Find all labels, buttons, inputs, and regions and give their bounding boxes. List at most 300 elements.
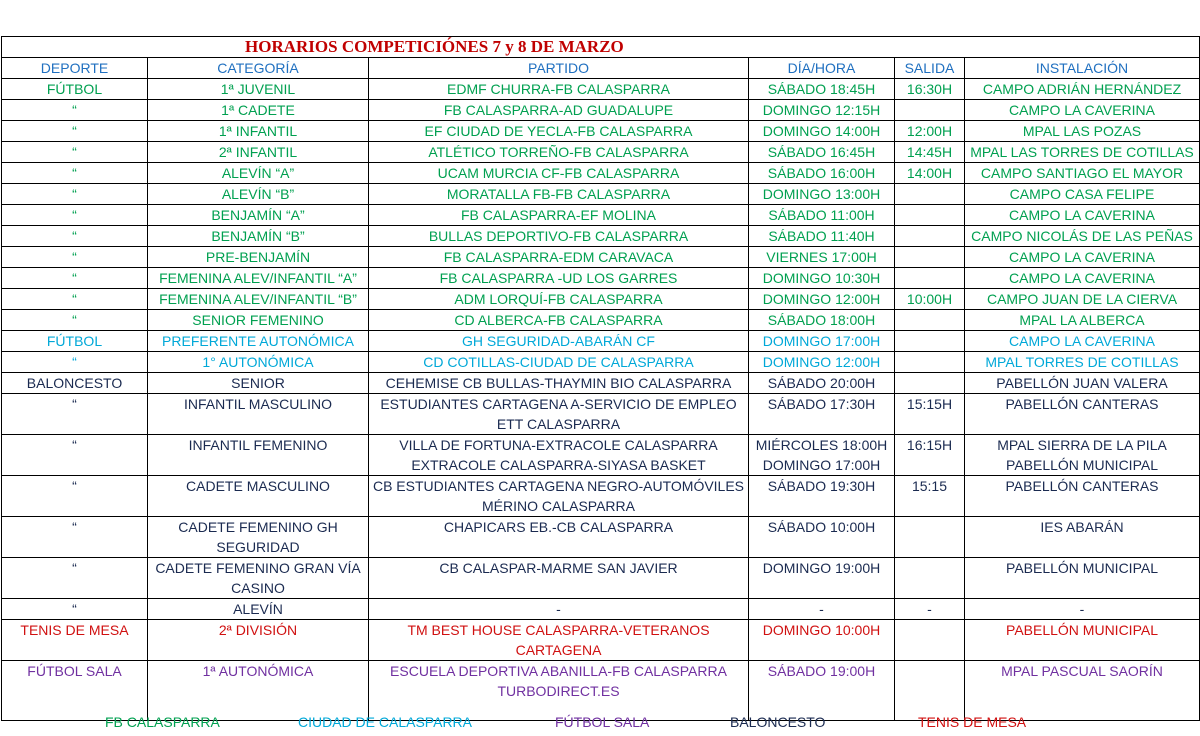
partido-cell [369, 268, 749, 289]
dia-hora-cell [749, 620, 895, 661]
table-row [2, 517, 1200, 558]
cell-line: CAMPO LA CAVERINA [1009, 207, 1156, 223]
cell-line: EXTRACOLE CALASPARRA-SIYASA BASKET [411, 457, 706, 473]
salida-cell [895, 100, 965, 121]
categoria-cell [148, 184, 369, 205]
deporte-cell [2, 352, 148, 373]
legend-baloncesto: BALONCESTO [730, 714, 826, 730]
deporte-cell [2, 163, 148, 184]
cell-line: ATLÉTICO TORREÑO-FB CALASPARRA [428, 144, 689, 160]
cell-line: DOMINGO 10:00H [762, 622, 881, 638]
dia-hora-cell [749, 331, 895, 352]
partido-cell [369, 289, 749, 310]
partido-cell [369, 79, 749, 100]
deporte-cell [2, 79, 148, 100]
cell-line: MPAL PASCUAL SAORÍN [1001, 663, 1163, 679]
partido-cell [369, 558, 749, 599]
salida-cell [895, 268, 965, 289]
legend-fb-calasparra: FB CALASPARRA [105, 714, 220, 730]
cell-line: FB CALASPARRA-EF MOLINA [460, 207, 656, 223]
instalacion-cell [965, 599, 1200, 620]
cell-line: BALONCESTO [26, 375, 123, 391]
instalacion-cell [965, 226, 1200, 247]
cell-line: SÁBADO 11:40H [768, 228, 875, 244]
instalacion-cell [965, 394, 1200, 435]
salida-cell [895, 226, 965, 247]
cell-line: DOMINGO 17:00H [762, 333, 881, 349]
cell-line: 12:00H [906, 123, 953, 139]
cell-line: PRE-BENJAMÍN [205, 249, 311, 265]
categoria-cell [148, 476, 369, 517]
instalacion-cell [965, 79, 1200, 100]
cell-line: DOMINGO 12:15H [762, 102, 881, 118]
partido-cell [369, 205, 749, 226]
cell-line: DOMINGO 12:00H [762, 354, 881, 370]
cell-line: MÉRINO CALASPARRA [482, 498, 635, 514]
cell-line: ADM LORQUÍ-FB CALASPARRA [454, 291, 663, 307]
deporte-cell [2, 517, 148, 558]
cell-line: “ [72, 478, 77, 494]
salida-cell [895, 331, 965, 352]
cell-line: TURBODIRECT.ES [497, 683, 620, 699]
cell-line: “ [72, 207, 77, 223]
dia-hora-cell [749, 352, 895, 373]
partido-cell [369, 184, 749, 205]
cell-line: SÁBADO 17:30H [767, 396, 876, 412]
cell-line: “ [72, 601, 77, 617]
header-deporte: DEPORTE [2, 58, 148, 79]
cell-line: PREFERENTE AUTONÓMICA [162, 333, 354, 349]
cell-line: ESCUELA DEPORTIVA ABANILLA-FB CALASPARRA [390, 663, 727, 679]
salida-cell [895, 599, 965, 620]
color-legend [0, 712, 1200, 734]
dia-hora-cell [749, 184, 895, 205]
salida-cell [895, 558, 965, 599]
cell-line: CB CALASPAR-MARME SAN JAVIER [439, 560, 678, 576]
cell-line: CHAPICARS EB.-CB CALASPARRA [443, 519, 674, 535]
deporte-cell [2, 476, 148, 517]
cell-line: SÁBADO 18:00H [767, 312, 876, 328]
deporte-cell [2, 620, 148, 661]
cell-line: INFANTIL FEMENINO [188, 437, 328, 453]
cell-line: ETT CALASPARRA [496, 416, 621, 432]
cell-line: PABELLÓN CANTERAS [1005, 478, 1159, 494]
table-row [2, 79, 1200, 100]
cell-line: CAMPO LA CAVERINA [1009, 102, 1156, 118]
table-row [2, 163, 1200, 184]
title-row [2, 37, 1200, 58]
cell-line: MORATALLA FB-FB CALASPARRA [446, 186, 671, 202]
table-row [2, 121, 1200, 142]
deporte-cell [2, 310, 148, 331]
cell-line: 15:15 [911, 478, 948, 494]
cell-line: - [556, 601, 561, 617]
cell-line: VIERNES 17:00H [766, 249, 877, 265]
dia-hora-cell [749, 226, 895, 247]
categoria-cell [148, 352, 369, 373]
partido-cell [369, 100, 749, 121]
instalacion-cell [965, 620, 1200, 661]
instalacion-cell [965, 331, 1200, 352]
partido-cell [369, 247, 749, 268]
cell-line: “ [72, 102, 77, 118]
salida-cell [895, 79, 965, 100]
cell-line: CB ESTUDIANTES CARTAGENA NEGRO-AUTOMÓVILES [372, 478, 745, 494]
deporte-cell [2, 205, 148, 226]
salida-cell [895, 289, 965, 310]
cell-line: ALEVÍN [233, 601, 283, 617]
dia-hora-cell [749, 394, 895, 435]
cell-line: 15:15H [906, 396, 953, 412]
cell-line: 1ª AUTONÓMICA [202, 663, 314, 679]
categoria-cell [148, 142, 369, 163]
partido-cell [369, 476, 749, 517]
cell-line: CAMPO SANTIAGO EL MAYOR [980, 165, 1184, 181]
cell-line: - [927, 601, 932, 617]
table-row [2, 620, 1200, 661]
cell-line: UCAM MURCIA CF-FB CALASPARRA [437, 165, 680, 181]
cell-line: PABELLÓN MUNICIPAL [1006, 457, 1158, 473]
cell-line: PABELLÓN CANTERAS [1005, 396, 1159, 412]
cell-line: 16:30H [906, 81, 953, 97]
cell-line: DOMINGO 14:00H [762, 123, 881, 139]
deporte-cell [2, 247, 148, 268]
instalacion-cell [965, 517, 1200, 558]
cell-line: DOMINGO 19:00H [762, 560, 881, 576]
deporte-cell [2, 268, 148, 289]
cell-line: CARTAGENA [515, 642, 602, 658]
instalacion-cell [965, 205, 1200, 226]
categoria-cell [148, 163, 369, 184]
partido-cell [369, 226, 749, 247]
dia-hora-cell [749, 310, 895, 331]
cell-line: MPAL LAS POZAS [1022, 123, 1142, 139]
cell-line: IES ABARÁN [1040, 519, 1124, 535]
table-row [2, 331, 1200, 352]
cell-line: 14:45H [906, 144, 953, 160]
cell-line: SÁBADO 20:00H [767, 375, 876, 391]
dia-hora-cell [749, 435, 895, 476]
dia-hora-cell [749, 373, 895, 394]
cell-line: FÚTBOL [46, 81, 103, 97]
legend-tenis-de-mesa: TENIS DE MESA [918, 714, 1027, 730]
salida-cell [895, 373, 965, 394]
salida-cell [895, 394, 965, 435]
cell-line: DOMINGO 17:00H [762, 457, 881, 473]
schedule-title: HORARIOS COMPETICIÓNES 7 y 8 DE MARZO [2, 37, 1200, 58]
cell-line: CAMPO LA CAVERINA [1009, 333, 1156, 349]
deporte-cell [2, 142, 148, 163]
cell-line: PABELLÓN JUAN VALERA [996, 375, 1168, 391]
cell-line: PABELLÓN MUNICIPAL [1006, 622, 1158, 638]
instalacion-cell [965, 184, 1200, 205]
cell-line: CAMPO CASA FELIPE [1009, 186, 1155, 202]
cell-line: CD ALBERCA-FB CALASPARRA [454, 312, 663, 328]
instalacion-cell [965, 352, 1200, 373]
cell-line: GH SEGURIDAD-ABARÁN CF [462, 333, 655, 349]
salida-cell [895, 476, 965, 517]
cell-line: CAMPO LA CAVERINA [1009, 270, 1156, 286]
cell-line: DOMINGO 10:30H [762, 270, 881, 286]
partido-cell [369, 517, 749, 558]
table-row [2, 247, 1200, 268]
partido-cell [369, 142, 749, 163]
deporte-cell [2, 558, 148, 599]
cell-line: - [1079, 601, 1085, 617]
cell-line: MIÉRCOLES 18:00H [755, 437, 888, 453]
partido-cell [369, 620, 749, 661]
schedule-table [1, 36, 1200, 721]
cell-line: “ [72, 165, 77, 181]
cell-line: ALEVÍN “A” [221, 165, 295, 181]
cell-line: 14:00H [906, 165, 953, 181]
cell-line: MPAL SIERRA DE LA PILA [997, 437, 1167, 453]
cell-line: FEMENINA ALEV/INFANTIL “A” [159, 270, 357, 286]
salida-cell [895, 205, 965, 226]
cell-line: CADETE MASCULINO [186, 478, 330, 494]
cell-line: FÚTBOL [46, 333, 103, 349]
deporte-cell [2, 121, 148, 142]
cell-line: SÁBADO 19:30H [767, 478, 876, 494]
cell-line: “ [72, 354, 77, 370]
cell-line: “ [72, 560, 77, 576]
salida-cell [895, 121, 965, 142]
table-row [2, 373, 1200, 394]
dia-hora-cell [749, 100, 895, 121]
dia-hora-cell [749, 268, 895, 289]
cell-line: 2ª DIVISIÓN [218, 622, 298, 638]
instalacion-cell [965, 163, 1200, 184]
table-row [2, 205, 1200, 226]
cell-line: FB CALASPARRA-AD GUADALUPE [443, 102, 674, 118]
instalacion-cell [965, 289, 1200, 310]
cell-line: “ [72, 123, 77, 139]
categoria-cell [148, 205, 369, 226]
categoria-cell [148, 121, 369, 142]
cell-line: SÁBADO 10:00H [767, 519, 876, 535]
partido-cell [369, 121, 749, 142]
cell-line: INFANTIL MASCULINO [183, 396, 333, 412]
deporte-cell [2, 373, 148, 394]
cell-line: ESTUDIANTES CARTAGENA A-SERVICIO DE EMPLEO [380, 396, 737, 412]
deporte-cell [2, 331, 148, 352]
deporte-cell [2, 394, 148, 435]
cell-line: SEGURIDAD [216, 539, 300, 555]
cell-line: BENJAMÍN “B” [211, 228, 305, 244]
cell-line: SENIOR [231, 375, 285, 391]
table-row [2, 142, 1200, 163]
cell-line: CAMPO NICOLÁS DE LAS PEÑAS [971, 228, 1193, 244]
dia-hora-cell [749, 205, 895, 226]
cell-line: 2ª INFANTIL [218, 144, 298, 160]
cell-line: “ [72, 519, 77, 535]
cell-line: “ [72, 291, 77, 307]
dia-hora-cell [749, 517, 895, 558]
instalacion-cell [965, 558, 1200, 599]
salida-cell [895, 184, 965, 205]
table-row [2, 599, 1200, 620]
dia-hora-cell [749, 289, 895, 310]
table-row [2, 100, 1200, 121]
header-categoria: CATEGORÍA [148, 58, 369, 79]
header-dia-hora: DÍA/HORA [749, 58, 895, 79]
cell-line: BULLAS DEPORTIVO-FB CALASPARRA [428, 228, 689, 244]
dia-hora-cell [749, 476, 895, 517]
categoria-cell [148, 247, 369, 268]
deporte-cell [2, 599, 148, 620]
cell-line: SÁBADO 16:00H [767, 165, 876, 181]
cell-line: “ [72, 186, 77, 202]
salida-cell [895, 435, 965, 476]
cell-line: SÁBADO 18:45H [767, 81, 876, 97]
dia-hora-cell [749, 247, 895, 268]
dia-hora-cell [749, 599, 895, 620]
cell-line: 10:00H [906, 291, 953, 307]
instalacion-cell [965, 247, 1200, 268]
cell-line: - [819, 601, 824, 617]
salida-cell [895, 163, 965, 184]
dia-hora-cell [749, 79, 895, 100]
cell-line: “ [72, 249, 77, 265]
cell-line: FB CALASPARRA-EDM CARAVACA [443, 249, 674, 265]
cell-line: EF CIUDAD DE YECLA-FB CALASPARRA [424, 123, 693, 139]
dia-hora-cell [749, 121, 895, 142]
cell-line: 1ª CADETE [221, 102, 295, 118]
deporte-cell [2, 100, 148, 121]
categoria-cell [148, 268, 369, 289]
cell-line: SENIOR FEMENINO [192, 312, 324, 328]
categoria-cell [148, 435, 369, 476]
categoria-cell [148, 310, 369, 331]
cell-line: “ [72, 144, 77, 160]
categoria-cell [148, 289, 369, 310]
cell-line: CAMPO LA CAVERINA [1009, 249, 1156, 265]
categoria-cell [148, 373, 369, 394]
salida-cell [895, 517, 965, 558]
table-row [2, 226, 1200, 247]
categoria-cell [148, 226, 369, 247]
cell-line: MPAL TORRES DE COTILLAS [985, 354, 1179, 370]
partido-cell [369, 599, 749, 620]
header-instalacion: INSTALACIÓN [965, 58, 1200, 79]
instalacion-cell [965, 476, 1200, 517]
deporte-cell [2, 289, 148, 310]
cell-line: CAMPO ADRIÁN HERNÁNDEZ [982, 81, 1182, 97]
table-row [2, 394, 1200, 435]
table-row [2, 310, 1200, 331]
header-salida: SALIDA [895, 58, 965, 79]
cell-line: “ [72, 396, 77, 412]
categoria-cell [148, 100, 369, 121]
header-partido: PARTIDO [369, 58, 749, 79]
cell-line: FEMENINA ALEV/INFANTIL “B” [159, 291, 357, 307]
cell-line: MPAL LA ALBERCA [1019, 312, 1145, 328]
salida-cell [895, 620, 965, 661]
cell-line: CD COTILLAS-CIUDAD DE CALASPARRA [423, 354, 694, 370]
table-row [2, 289, 1200, 310]
cell-line: BENJAMÍN “A” [211, 207, 305, 223]
cell-line: 1° AUTONÓMICA [202, 354, 314, 370]
categoria-cell [148, 394, 369, 435]
instalacion-cell [965, 100, 1200, 121]
cell-line: 1ª JUVENIL [220, 81, 296, 97]
header-row [2, 58, 1200, 79]
salida-cell [895, 352, 965, 373]
cell-line: DOMINGO 12:00H [762, 291, 881, 307]
cell-line: EDMF CHURRA-FB CALASPARRA [447, 81, 670, 97]
deporte-cell [2, 435, 148, 476]
cell-line: “ [72, 270, 77, 286]
partido-cell [369, 352, 749, 373]
instalacion-cell [965, 435, 1200, 476]
cell-line: SÁBADO 11:00H [768, 207, 875, 223]
cell-line: “ [72, 228, 77, 244]
dia-hora-cell [749, 558, 895, 599]
cell-line: SÁBADO 16:45H [767, 144, 876, 160]
cell-line: 1ª INFANTIL [218, 123, 298, 139]
deporte-cell [2, 184, 148, 205]
cell-line: DOMINGO 13:00H [762, 186, 881, 202]
categoria-cell [148, 599, 369, 620]
cell-line: CASINO [231, 580, 285, 596]
cell-line: SÁBADO 19:00H [767, 663, 876, 679]
instalacion-cell [965, 142, 1200, 163]
salida-cell [895, 142, 965, 163]
partido-cell [369, 394, 749, 435]
cell-line: 16:15H [906, 437, 953, 453]
categoria-cell [148, 517, 369, 558]
partido-cell [369, 310, 749, 331]
cell-line: VILLA DE FORTUNA-EXTRACOLE CALASPARRA [399, 437, 718, 453]
cell-line: “ [72, 437, 77, 453]
cell-line: CAMPO JUAN DE LA CIERVA [986, 291, 1178, 307]
instalacion-cell [965, 373, 1200, 394]
partido-cell [369, 163, 749, 184]
instalacion-cell [965, 268, 1200, 289]
legend-ciudad-de-calasparra: CIUDAD DE CALASPARRA [298, 714, 473, 730]
cell-line: CEHEMISE CB BULLAS-THAYMIN BIO CALASPARRA [385, 375, 732, 391]
cell-line: FB CALASPARRA -UD LOS GARRES [439, 270, 678, 286]
salida-cell [895, 310, 965, 331]
cell-line: TM BEST HOUSE CALASPARRA-VETERANOS [407, 622, 710, 638]
table-row [2, 558, 1200, 599]
categoria-cell [148, 79, 369, 100]
dia-hora-cell [749, 163, 895, 184]
table-row [2, 268, 1200, 289]
legend-futbol-sala: FÚTBOL SALA [555, 714, 650, 730]
salida-cell [895, 247, 965, 268]
table-row [2, 352, 1200, 373]
cell-line: CADETE FEMENINO GRAN VÍA [155, 560, 361, 576]
instalacion-cell [965, 121, 1200, 142]
cell-line: CADETE FEMENINO GH [178, 519, 338, 535]
cell-line: PABELLÓN MUNICIPAL [1006, 560, 1158, 576]
cell-line: FÚTBOL SALA [27, 663, 122, 679]
partido-cell [369, 373, 749, 394]
cell-line: “ [72, 312, 77, 328]
table-row [2, 476, 1200, 517]
partido-cell [369, 331, 749, 352]
categoria-cell [148, 558, 369, 599]
cell-line: TENIS DE MESA [20, 622, 129, 638]
instalacion-cell [965, 310, 1200, 331]
dia-hora-cell [749, 142, 895, 163]
cell-line: ALEVÍN “B” [221, 186, 295, 202]
partido-cell [369, 435, 749, 476]
table-row [2, 184, 1200, 205]
deporte-cell [2, 226, 148, 247]
table-row [2, 435, 1200, 476]
